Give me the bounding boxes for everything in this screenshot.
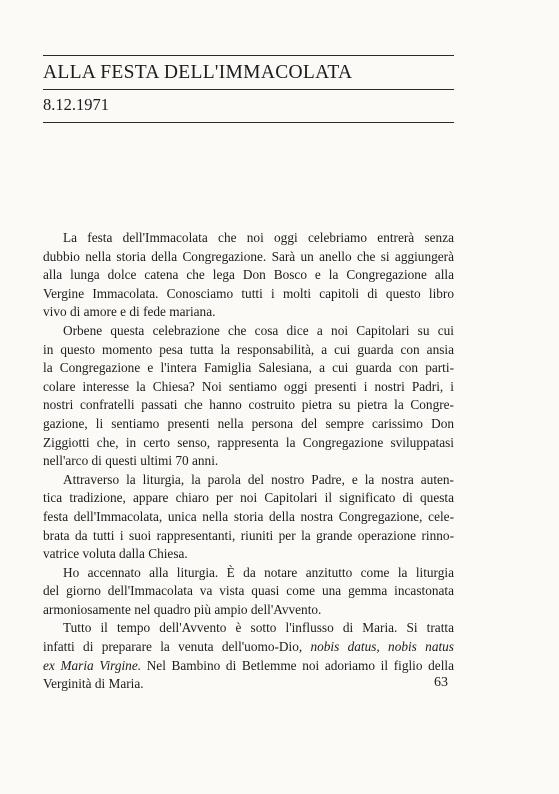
text-line — [43, 638, 454, 657]
text-line: nostri confratelli passati che hanno costruito pietra su pietra la Congre- — [43, 397, 454, 413]
text-line: armoniosamente nel quadro più ampio dell'Avvento. — [43, 601, 322, 617]
latin-quote: ex Maria Virgine. — [43, 657, 142, 673]
text-line: la Congregazione e l'intera Famiglia Salesiana, a cui guarda con parti- — [43, 360, 454, 376]
page-number: 63 — [434, 675, 448, 690]
body-text — [43, 229, 454, 694]
text-line: gazione, li sentiamo presenti nella persona del sempre carissimo Don — [43, 415, 454, 431]
page-date: 8.12.1971 — [43, 95, 109, 114]
text-line: in questo momento pesa tutta la responsabilità, a cui guarda con ansia — [43, 341, 454, 357]
page-title: ALLA FESTA DELL'IMMACOLATA — [43, 62, 353, 83]
text-line: Orbene questa celebrazione che cosa dice a noi Capitolari su cui — [63, 322, 454, 338]
text-line: festa dell'Immacolata, unica nella storia della nostra Congregazione, cele- — [43, 508, 454, 524]
text-line: nell'arco di questi ultimi 70 anni. — [43, 453, 219, 469]
date-rule — [43, 122, 454, 123]
text-line — [43, 657, 454, 676]
text-line: La festa dell'Immacolata che noi oggi celebriamo entrerà senza — [63, 230, 454, 245]
top-rule — [43, 55, 454, 56]
text-line: brata da tutti i suoi rappresentanti, riuniti per la grande operazione rinno- — [43, 527, 454, 543]
title-rule — [43, 89, 454, 90]
text-line: vatrice voluta dalla Chiesa. — [43, 546, 188, 562]
text-line: colare interesse la Chiesa? Noi sentiamo oggi presenti i nostri Padri, i — [43, 378, 454, 394]
text-run: infatti di preparare la venuta dell'uomo-Dio, — [43, 639, 303, 655]
text-line: Ziggiotti che, in certo senso, rappresenta la Congregazione sviluppatasi — [43, 434, 454, 450]
text-line: Ho accennato alla liturgia. È da notare anzitutto come la liturgia — [63, 564, 454, 580]
text-line: Verginità di Maria. — [43, 676, 144, 692]
text-line: Tutto il tempo dell'Avvento è sotto l'influsso di Maria. Si tratta — [63, 620, 454, 636]
text-line: tica tradizione, appare chiaro per noi Capitolari il significato di questa — [43, 490, 454, 506]
text-line: Vergine Immacolata. Conosciamo tutti i molti capitoli di questo libro — [43, 285, 454, 301]
text-line: Attraverso la liturgia, la parola del nostro Padre, e la nostra auten- — [63, 471, 454, 487]
latin-quote: nobis datus, nobis natus — [310, 639, 454, 655]
text-line: vivo di amore e di fede mariana. — [43, 304, 216, 320]
text-line: del giorno dell'Immacolata va vista quasi come una gemma incastonata — [43, 583, 454, 599]
text-run: Nel Bambino di Betlemme noi adoriamo il figlio della — [141, 657, 454, 673]
text-line: alla lunga dolce catena che lega Don Bosco e la Congregazione alla — [43, 267, 454, 283]
text-line: dubbio nella storia della Congregazione. Sarà un anello che si aggiungerà — [43, 248, 454, 264]
